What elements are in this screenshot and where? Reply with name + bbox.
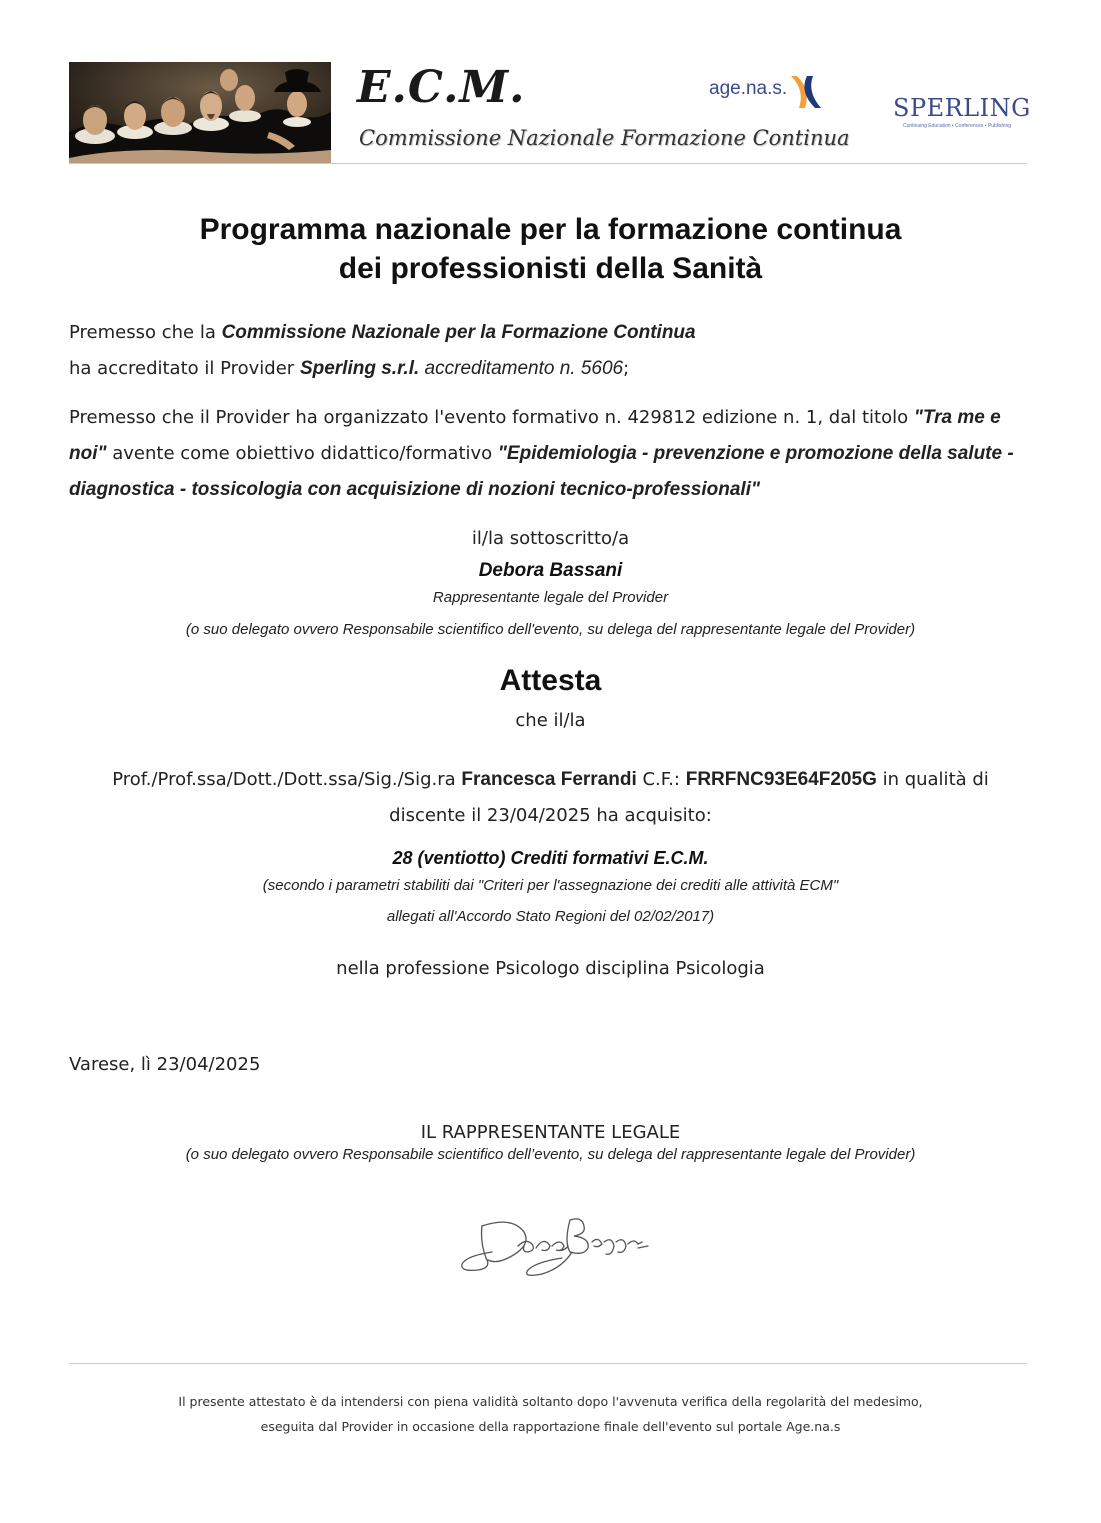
participant-titles: Prof./Prof.ssa/Dott./Dott.ssa/Sig./Sig.ra — [112, 769, 462, 790]
attesta-heading: Attesta — [499, 664, 602, 697]
credits-criteria-line-2: allegati all'Accordo Stato Regioni del 02/02/2017) — [386, 908, 715, 925]
event-objective: "Epidemiologia - prevenzione e promozione della salute - diagnostica - tossicologia con acquisizione di nozioni tecnico-professionali" — [69, 443, 1014, 500]
anatomy-lesson-painting — [69, 62, 331, 164]
footer-divider — [69, 1363, 1027, 1364]
title-line-1: Programma nazionale per la formazione continua — [199, 213, 902, 246]
event-title: "Tra me e noi" — [69, 407, 1001, 464]
premessa-event — [69, 400, 1029, 508]
ecm-subtitle: Commissione Nazionale Formazione Continua — [359, 126, 850, 150]
participant-line-2: discente il 23/04/2025 ha acquisito: — [389, 805, 712, 826]
profession: nella professione Psicologo disciplina Psicologia — [336, 958, 765, 979]
signatory-delegate-note: (o suo delegato ovvero Responsabile scientifico dell'evento, su delega del rappresentante legale del Provider) — [185, 621, 916, 638]
sperling-logo — [893, 94, 1031, 134]
cf-label: C.F.: — [636, 769, 686, 790]
title-line-2: dei professionisti della Sanità — [338, 252, 763, 285]
premessa2-text2: avente come obiettivo didattico/formativo — [106, 443, 498, 464]
signatory-intro: il/la sottoscritto/a — [471, 528, 630, 549]
credits-criteria-line-1: (secondo i parametri stabiliti dai "Criteri per l'assegnazione dei crediti alle attività ECM" — [262, 877, 839, 894]
signature-label: IL RAPPRESENTANTE LEGALE — [420, 1122, 681, 1143]
premessa1-end: ; — [623, 358, 630, 379]
provider-name: Sperling s.r.l. — [299, 358, 420, 379]
agenas-logo — [709, 72, 829, 112]
credits-main: 28 (ventiotto) Crediti formativi E.C.M. — [392, 848, 709, 868]
premessa1-prefix: Premesso che la — [69, 322, 222, 343]
sperling-tagline: Continuing Education • Conferences • Publishing — [903, 123, 1012, 129]
premessa2-text1: Premesso che il Provider ha organizzato l'evento formativo n. 429812 edizione n. 1, dal titolo — [69, 407, 914, 428]
participant-block — [0, 762, 1101, 834]
footer-line-1: Il presente attestato è da intendersi con piena validità soltanto dopo l'avvenuta verifica della regolarità del medesimo, — [178, 1394, 923, 1409]
attesta-subheading: che il/la — [515, 710, 586, 731]
participant-cf: FRRFNC93E64F205G — [685, 769, 877, 790]
footer-line-2: eseguita dal Provider in occasione della rapportazione finale dell'evento sul portale Age.na.s — [260, 1419, 841, 1434]
quality-text: in qualità di — [876, 769, 989, 790]
commission-name: Commissione Nazionale per la Formazione Continua — [221, 322, 696, 343]
place-date: Varese, lì 23/04/2025 — [69, 1054, 261, 1075]
handwritten-signature — [452, 1212, 652, 1284]
accreditation-number: accreditamento n. 5606 — [419, 358, 624, 379]
premessa-accreditation — [69, 315, 1029, 387]
signature-delegate-note: (o suo delegato ovvero Responsabile scientifico dell’evento, su delega del rappresentante legale del Provider) — [185, 1146, 916, 1163]
premessa1-line2-prefix: ha accreditato il Provider — [69, 358, 300, 379]
page-title — [0, 210, 1101, 288]
agenas-mark-icon — [785, 72, 825, 112]
signatory-name: Debora Bassani — [478, 560, 623, 581]
participant-name: Francesca Ferrandi — [461, 769, 637, 790]
signatory-role: Rappresentante legale del Provider — [432, 589, 669, 606]
header-divider — [69, 163, 1027, 164]
ecm-title: E.C.M. — [357, 62, 526, 113]
sperling-logo-text: SPERLING — [893, 94, 1031, 122]
header — [69, 58, 1031, 164]
agenas-logo-text: age.na.s. — [709, 78, 788, 99]
